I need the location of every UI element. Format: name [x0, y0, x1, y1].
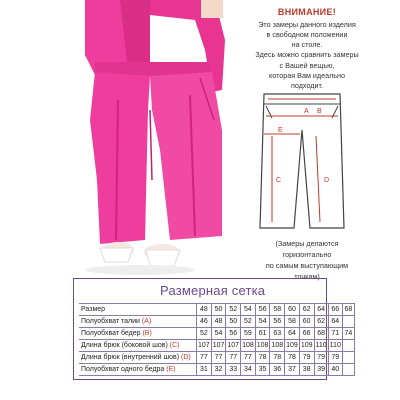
measurement-value: 109: [285, 340, 300, 352]
notice-line: на столе.: [291, 40, 323, 50]
measurement-value: 77: [226, 352, 241, 364]
measurement-value: [342, 340, 354, 352]
measurement-name: Полуобхват талии: [81, 318, 140, 325]
measurement-value: 40: [328, 364, 342, 376]
size-header-cell: 52: [226, 304, 241, 316]
size-table-title: Размерная сетка: [160, 283, 266, 298]
measurement-name: Длина брюк (внутренний шов): [81, 354, 180, 361]
size-header-cell: 60: [285, 304, 300, 316]
measurement-value: 78: [285, 352, 300, 364]
measurement-value: [342, 316, 354, 328]
measurement-value: 34: [241, 364, 256, 376]
size-header-cell: 48: [197, 304, 212, 316]
measurement-value: 77: [197, 352, 212, 364]
measurement-value: 109: [299, 340, 314, 352]
trousers-outline: [260, 94, 344, 228]
measurement-value: 56: [226, 328, 241, 340]
measurement-value: 108: [255, 340, 270, 352]
measurement-value: 107: [211, 340, 226, 352]
measurement-tag: (C): [169, 342, 180, 349]
size-table-row: [79, 316, 355, 328]
measurement-value: 48: [211, 316, 226, 328]
measurement-value: 77: [241, 352, 256, 364]
size-header-cell: 62: [299, 304, 314, 316]
notice-line: Здесь можно сравнить замеры: [255, 50, 359, 60]
measurement-name: Полуобхват одного бедра: [81, 366, 165, 373]
measurement-value: 36: [270, 364, 285, 376]
measurement-value: 110: [314, 340, 328, 352]
measurement-tag: (E): [166, 366, 176, 373]
measurement-value: 52: [197, 328, 212, 340]
measurement-label: [79, 316, 197, 328]
size-table-row: [79, 340, 355, 352]
measurement-value: 66: [299, 328, 314, 340]
note-line: горизонтально: [282, 250, 332, 260]
measurement-value: 110: [328, 340, 342, 352]
measurement-value: 52: [241, 316, 256, 328]
measurement-value: 50: [226, 316, 241, 328]
size-table: [79, 303, 355, 376]
measurement-value: 64: [328, 316, 342, 328]
measurement-value: 54: [255, 316, 270, 328]
measurement-note: [232, 238, 382, 283]
measurement-value: 31: [197, 364, 212, 376]
measurement-value: 107: [226, 340, 241, 352]
measurement-value: 46: [197, 316, 212, 328]
size-table-row: [79, 328, 355, 340]
measurement-tag: (D): [181, 354, 191, 361]
measurement-label: [79, 364, 197, 376]
measurement-value: 77: [211, 352, 226, 364]
measurement-value: 37: [285, 364, 300, 376]
measurement-label: [79, 340, 197, 352]
note-line: по самым выступающим: [265, 261, 349, 271]
measurement-value: 61: [255, 328, 270, 340]
measurement-value: 79: [328, 352, 342, 364]
measurement-value: 62: [314, 316, 328, 328]
notice-line: Это замеры данного изделия: [258, 19, 356, 29]
size-header-cell: 54: [241, 304, 256, 316]
measurement-value: 33: [226, 364, 241, 376]
size-header-label: Размер: [79, 304, 197, 316]
measurement-value: 68: [314, 328, 328, 340]
measurement-value: 35: [255, 364, 270, 376]
notice-line: подходит.: [291, 81, 323, 91]
measurement-value: 59: [241, 328, 256, 340]
note-line: точкам): [294, 272, 320, 282]
measurement-value: 38: [299, 364, 314, 376]
size-header-cell: 56: [255, 304, 270, 316]
measurement-value: 71: [328, 328, 342, 340]
measurement-name: Длина брюк (боковой шов): [81, 342, 168, 349]
measurement-tag: (A): [141, 318, 152, 325]
notice-line: которая Вам идеально: [269, 70, 345, 80]
measurement-value: 63: [270, 328, 285, 340]
measurement-value: 78: [270, 352, 285, 364]
notice-line: с Вашей вещью,: [279, 60, 335, 70]
measurement-value: 79: [314, 352, 328, 364]
model-illustration: [0, 0, 235, 282]
measurement-value: [342, 364, 354, 376]
measurement-value: 39: [314, 364, 328, 376]
measurement-value: 108: [270, 340, 285, 352]
measurement-label: [79, 352, 197, 364]
measurement-value: 108: [241, 340, 256, 352]
size-header-cell: 66: [328, 304, 342, 316]
note-line: (Замеры делаются: [275, 239, 339, 248]
measurement-value: 54: [211, 328, 226, 340]
size-header-cell: 68: [342, 304, 354, 316]
product-photo: [0, 0, 235, 282]
measurement-value: 74: [342, 328, 354, 340]
measurement-value: 32: [211, 364, 226, 376]
measurement-name: Полуобхват бедер: [81, 330, 141, 337]
notice-block: [232, 6, 382, 91]
label-b: B: [317, 108, 322, 115]
notice-line: в свободном положении: [266, 29, 348, 39]
size-header-cell: 58: [270, 304, 285, 316]
label-d: D: [324, 177, 330, 184]
measurement-tag: (B): [142, 330, 152, 337]
notice-title: ВНИМАНИЕ!: [277, 7, 337, 17]
label-c: C: [276, 177, 282, 184]
size-table-row: [79, 364, 355, 376]
label-e: E: [278, 127, 283, 134]
measurement-value: 58: [285, 316, 300, 328]
measurement-label: [79, 328, 197, 340]
measurement-value: 60: [299, 316, 314, 328]
measurement-value: 107: [197, 340, 212, 352]
label-a: A: [304, 108, 309, 115]
measurement-value: 56: [270, 316, 285, 328]
size-header-cell: 50: [211, 304, 226, 316]
size-header-cell: 64: [314, 304, 328, 316]
measurement-value: [342, 352, 354, 364]
measurement-value: 64: [285, 328, 300, 340]
measurement-diagram: [254, 90, 354, 232]
size-table-row: [79, 352, 355, 364]
measurement-value: 79: [299, 352, 314, 364]
measurement-value: 78: [255, 352, 270, 364]
size-header-row: [79, 304, 355, 316]
